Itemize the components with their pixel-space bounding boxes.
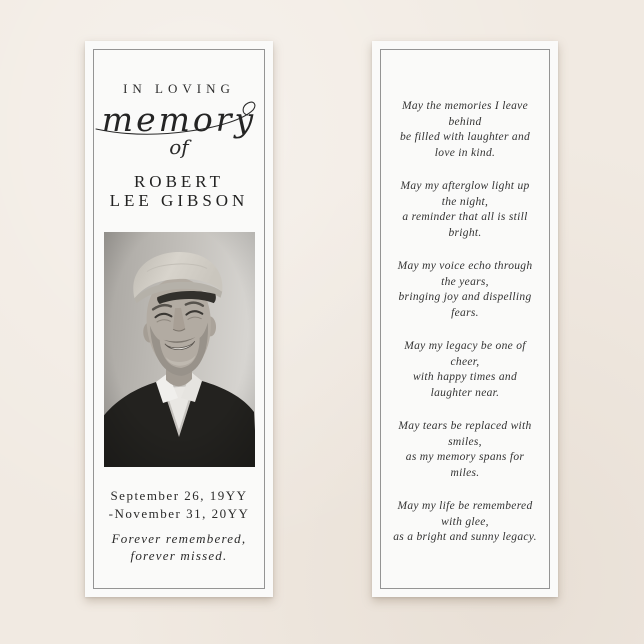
memorial-poem bbox=[381, 50, 549, 588]
death-date: -November 31, 20YY bbox=[108, 506, 250, 521]
poem-line: bright. bbox=[448, 226, 482, 239]
poem-stanza-5 bbox=[385, 419, 545, 481]
tribute-block bbox=[85, 530, 273, 564]
poem-line: May my legacy be one of bbox=[404, 340, 526, 352]
poem-line: behind bbox=[448, 115, 482, 128]
portrait-photo bbox=[104, 232, 255, 467]
tribute-line-2: forever missed. bbox=[130, 548, 228, 563]
poem-line: smiles, bbox=[448, 435, 482, 448]
poem-line: bringing joy and dispelling bbox=[398, 291, 532, 303]
memorial-bookmark-back bbox=[372, 41, 558, 597]
poem-line: as a bright and sunny legacy. bbox=[393, 531, 537, 543]
poem-line: a reminder that all is still bbox=[402, 211, 528, 223]
poem-line: the night, bbox=[441, 195, 489, 208]
poem-line: with happy times and bbox=[412, 371, 518, 383]
poem-line: miles. bbox=[450, 466, 480, 479]
heading-of: of bbox=[169, 135, 189, 159]
deceased-last-name: LEE GIBSON bbox=[109, 191, 249, 210]
poem-line: with glee, bbox=[441, 515, 489, 528]
poem-line: be filled with laughter and bbox=[399, 131, 531, 143]
memorial-bookmark-front bbox=[85, 41, 273, 597]
poem-line: as my memory spans for bbox=[405, 451, 525, 463]
poem-line: May the memories I leave bbox=[402, 100, 528, 112]
heading-memory: memory bbox=[101, 100, 257, 139]
birth-date: September 26, 19YY bbox=[110, 488, 248, 503]
tribute-line-1: Forever remembered, bbox=[111, 531, 247, 546]
poem-line: May my life be remembered bbox=[397, 500, 533, 512]
poem-stanza-6 bbox=[385, 499, 545, 546]
poem-line: May my voice echo through bbox=[397, 260, 533, 272]
portrait-illustration bbox=[104, 232, 255, 467]
dates-block bbox=[85, 487, 273, 523]
poem-stanza-4 bbox=[385, 339, 545, 401]
poem-line: May tears be replaced with bbox=[398, 420, 532, 432]
poem-line: the years, bbox=[441, 275, 489, 288]
poem-line: fears. bbox=[451, 306, 479, 319]
heading-memory-wrap bbox=[94, 93, 264, 147]
deceased-first-name: ROBERT bbox=[133, 172, 225, 191]
poem-line: cheer, bbox=[450, 355, 480, 368]
heading-in-loving: IN LOVING bbox=[123, 81, 235, 96]
poem-stanza-1 bbox=[385, 99, 545, 161]
poem-stanza-2 bbox=[385, 179, 545, 241]
poem-line: love in kind. bbox=[434, 146, 496, 159]
poem-stanza-3 bbox=[385, 259, 545, 321]
poem-line: laughter near. bbox=[430, 386, 500, 399]
poem-line: May my afterglow light up bbox=[400, 180, 530, 192]
